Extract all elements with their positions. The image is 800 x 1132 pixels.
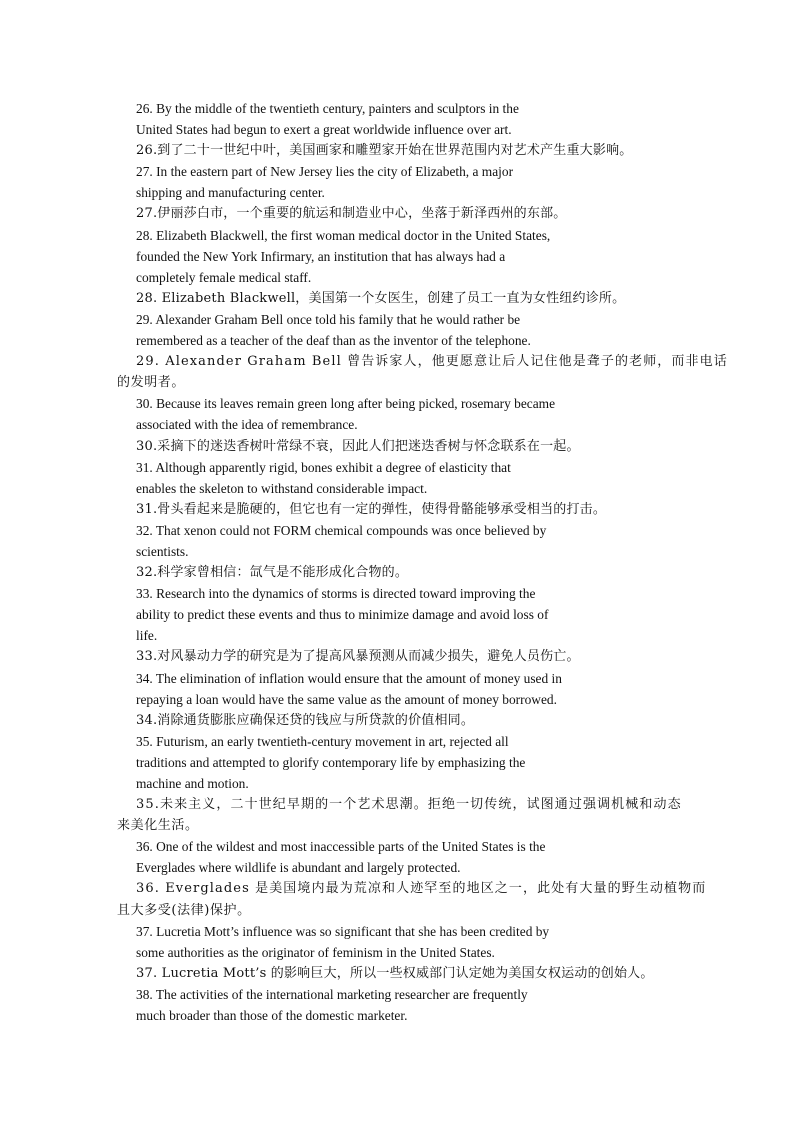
english-text-line: 37. Lucretia Mott’s influence was so significant that she has been credited by	[136, 923, 550, 939]
english-text-line: machine and motion.	[136, 776, 249, 791]
english-text-line: founded the New York Infirmary, an institution that has always had a	[136, 248, 506, 264]
english-text-line: traditions and attempted to glorify contemporary life by emphasizing the	[136, 754, 526, 770]
english-text-line: 38. The activities of the international marketing researcher are frequently	[136, 986, 528, 1002]
english-text-line: 26. By the middle of the twentieth century, painters and sculptors in the	[136, 101, 519, 116]
chinese-text-line: 来美化生活。	[117, 818, 199, 834]
chinese-text-line: 35.未来主义，二十世纪早期的一个艺术思潮。拒绝一切传统，试图通过强调机械和动态	[136, 797, 682, 813]
chinese-text-line: 的发明者。	[117, 375, 186, 391]
english-text-line: 33. Research into the dynamics of storms is directed toward improving the	[136, 586, 536, 602]
english-text-line: United States had begun to exert a great worldwide influence over art.	[136, 122, 512, 138]
chinese-text-line: 31.骨头看起来是脆硬的，但它也有一定的弹性，使得骨骼能够承受相当的打击。	[136, 501, 607, 517]
chinese-text-line: 28. Elizabeth Blackwell，美国第一个女医生，创建了员工一直为女性纽约诊所。	[136, 290, 626, 306]
chinese-text-line: 34.消除通货膨胀应确保还贷的钱应与所贷款的价值相同。	[136, 712, 475, 728]
chinese-text-line: 37. Lucretia Mott’s 的影响巨大，所以一些权威部门认定她为美国女权运动的创始人。	[136, 965, 654, 981]
english-text-line: ability to predict these events and thus to minimize damage and avoid loss of	[136, 607, 549, 623]
english-text-line: associated with the idea of remembrance.	[136, 417, 358, 433]
chinese-text-line: 32.科学家曾相信：氙气是不能形成化合物的。	[136, 565, 409, 581]
chinese-text-line: 26.到了二十一世纪中叶，美国画家和雕塑家开始在世界范围内对艺术产生重大影响。	[136, 143, 633, 159]
english-text-line: 34. The elimination of inflation would ensure that the amount of money used in	[136, 670, 562, 686]
english-text-line: enables the skeleton to withstand considerable impact.	[136, 480, 428, 496]
english-text-line: some authorities as the originator of feminism in the United States.	[136, 944, 495, 960]
english-text-line: 27. In the eastern part of New Jersey lies the city of Elizabeth, a major	[136, 164, 514, 180]
chinese-text-line: 29. Alexander Graham Bell 曾告诉家人，他更愿意让后人记住他是聋子的老师，而非电话	[136, 354, 728, 370]
english-text-line: Everglades where wildlife is abundant and largely protected.	[136, 860, 461, 876]
english-text-line: repaying a loan would have the same value as the amount of money borrowed.	[136, 691, 557, 707]
english-text-line: 28. Elizabeth Blackwell, the first woman medical doctor in the United States,	[136, 227, 551, 243]
english-text-line: completely female medical staff.	[136, 269, 312, 285]
english-text-line: 31. Although apparently rigid, bones exhibit a degree of elasticity that	[136, 459, 511, 475]
english-text-line: remembered as a teacher of the deaf than as the inventor of the telephone.	[136, 333, 531, 349]
chinese-text-line: 36. Everglades 是美国境内最为荒凉和人迹罕至的地区之一，此处有大量的野生动植物而	[136, 881, 707, 897]
chinese-text-line: 33.对风暴动力学的研究是为了提高风暴预测从而减少损失，避免人员伤亡。	[136, 649, 580, 665]
english-text-line: scientists.	[136, 543, 189, 559]
english-text-line: 35. Futurism, an early twentieth-century movement in art, rejected all	[136, 733, 509, 749]
chinese-text-line: 27.伊丽莎白市，一个重要的航运和制造业中心，坐落于新泽西州的东部。	[136, 206, 567, 222]
document-page	[0, 98, 800, 1026]
english-text-line: 32. That xenon could not FORM chemical compounds was once believed by	[136, 522, 547, 538]
english-text-line: 36. One of the wildest and most inaccessible parts of the United States is the	[136, 839, 546, 855]
english-text-line: much broader than those of the domestic marketer.	[136, 1008, 408, 1024]
chinese-text-line: 30.采摘下的迷迭香树叶常绿不衰，因此人们把迷迭香树与怀念联系在一起。	[136, 438, 580, 454]
english-text-line: life.	[136, 628, 158, 644]
english-text-line: shipping and manufacturing center.	[136, 185, 325, 201]
english-text-line: 29. Alexander Graham Bell once told his family that he would rather be	[136, 311, 521, 327]
chinese-text-line: 且大多受(法律)保护。	[117, 902, 251, 918]
english-text-line: 30. Because its leaves remain green long after being picked, rosemary became	[136, 396, 556, 412]
